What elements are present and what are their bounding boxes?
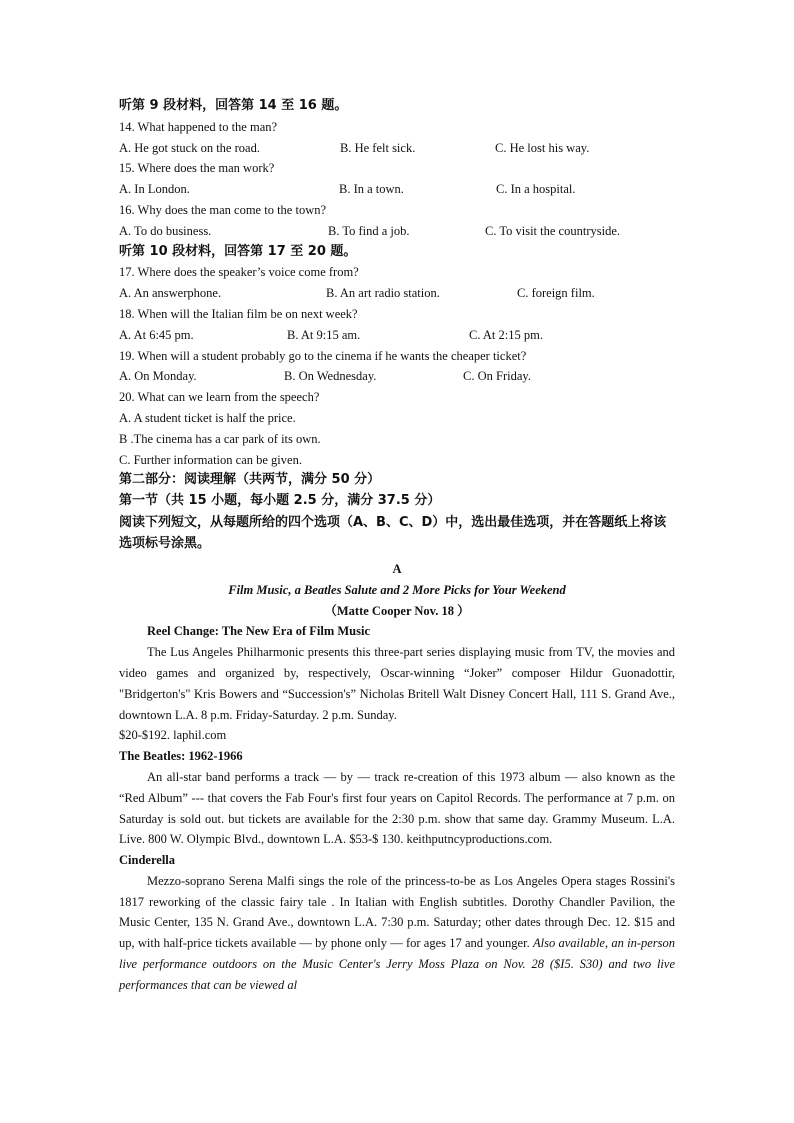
option-c: C. To visit the countryside. — [485, 223, 620, 238]
question-18: 18. When will the Italian film be on next week? — [119, 306, 358, 321]
option-b: B. To find a job. — [328, 223, 410, 238]
question-16-options — [119, 221, 675, 242]
question-19-options — [119, 366, 675, 387]
option-a: A. An answerphone. — [119, 286, 222, 301]
option-b: B. An art radio station. — [326, 286, 440, 301]
item-body-beatles: An all-star band performs a track — by — track re-creation of this 1973 album — also known as the “Red Album” --- that covers the Fab Four's first four years on Capitol Records. The performance at 7 p.m. on Saturday is sold out. but tickets are available for the 2:30 p.m. show that same day. Grammy Museum. L.A. Live. 800 W. Olympic Blvd., downtown L.A. $53-$ 130. keithputncyproductions.com. — [119, 769, 675, 847]
question-20-option-c: C. Further information can be given. — [119, 452, 302, 467]
question-20: 20. What can we learn from the speech? — [119, 390, 320, 405]
item-body-reel-change: The Lus Angeles Philharmonic presents this three-part series displaying music from TV, the movies and video games and organized by, respectively, Oscar-winning “Joker” composer Hildur Guonadottir, "Bridgerton's" Kris Bowers and “Succession's” Nicholas Britell Walt Disney Concert Hall, 111 S. Grand Ave., downtown L.A. 8 p.m. Friday-Saturday. 2 p.m. Sunday. — [119, 645, 675, 722]
section-10-heading: 听第 10 段材料，回答第 17 至 20 题。 — [119, 243, 357, 259]
option-c: C. At 2:15 pm. — [469, 327, 543, 342]
section-9-heading: 听第 9 段材料，回答第 14 至 16 题。 — [119, 98, 348, 113]
option-b: B. At 9:15 am. — [287, 327, 361, 342]
question-16: 16. Why does the man come to the town? — [119, 202, 327, 217]
passage-title: Film Music, a Beatles Salute and 2 More Picks for Your Weekend — [228, 582, 566, 597]
passage-byline: （Matte Cooper Nov. 18 ） — [324, 603, 470, 618]
question-19: 19. When will a student probably go to the cinema if he wants the cheaper ticket? — [119, 348, 527, 363]
document-content — [119, 96, 675, 996]
option-c: C. foreign film. — [517, 286, 595, 301]
option-a: A. At 6:45 pm. — [119, 327, 194, 342]
option-c: C. On Friday. — [463, 369, 531, 384]
question-20-option-b: B .The cinema has a car park of its own. — [119, 431, 321, 446]
option-a: A. He got stuck on the road. — [119, 140, 260, 155]
item-heading-reel-change: Reel Change: The New Era of Film Music — [147, 624, 371, 639]
option-c: C. In a hospital. — [496, 182, 576, 197]
item-heading-beatles: The Beatles: 1962-1966 — [119, 749, 243, 764]
question-15-options — [119, 179, 675, 200]
passage-letter: A — [392, 561, 402, 576]
question-15: 15. Where does the man work? — [119, 161, 275, 176]
option-b: B. In a town. — [339, 182, 404, 197]
question-14: 14. What happened to the man? — [119, 119, 278, 134]
part-2-instruction: 阅读下列短文，从每题所给的四个选项（A、B、C、D）中，选出最佳选项，并在答题纸上将该选项标号涂黑。 — [119, 514, 667, 552]
question-14-options — [119, 138, 675, 159]
part-2-section-1-title: 第一节（共 15 小题，每小题 2.5 分，满分 37.5 分） — [119, 493, 441, 509]
question-20-option-a: A. A student ticket is half the price. — [119, 410, 296, 425]
option-b: B. He felt sick. — [340, 140, 416, 155]
option-a: A. To do business. — [119, 223, 212, 238]
option-a: A. In London. — [119, 182, 190, 197]
item-body-cinderella — [119, 871, 675, 996]
item-extra-reel-change: $20-$192. laphil.com — [119, 728, 227, 743]
question-18-options — [119, 325, 675, 346]
option-b: B. On Wednesday. — [284, 369, 377, 384]
item-heading-cinderella: Cinderella — [119, 853, 176, 868]
question-17: 17. Where does the speaker’s voice come from? — [119, 265, 359, 280]
part-2-title: 第二部分：阅读理解（共两节，满分 50 分） — [119, 472, 381, 488]
cinderella-body-italic: Also available, an in-person live performance outdoors on the Music Center's Jerry Moss Plaza on Nov. 28 ($I5. S30) and two live performances that can be viewed al — [119, 936, 676, 992]
cinderella-body-text: Mezzo-soprano Serena Malfi sings the role of the princess-to-be as Los Angeles Opera stages Rossini's 1817 reworking of the classic fairy tale . In Italian with English subtitles. Dorothy Chandler Pavilion, the Music Center, 135 N. Grand Ave., downtown L.A. 7:30 p.m. Saturday; other dates through Dec. 12. $15 and up, with half-price tickets available — by phone only — for ages 17 and younger. — [119, 873, 675, 951]
option-c: C. He lost his way. — [495, 140, 590, 155]
question-17-options — [119, 283, 675, 304]
option-a: A. On Monday. — [119, 369, 197, 384]
